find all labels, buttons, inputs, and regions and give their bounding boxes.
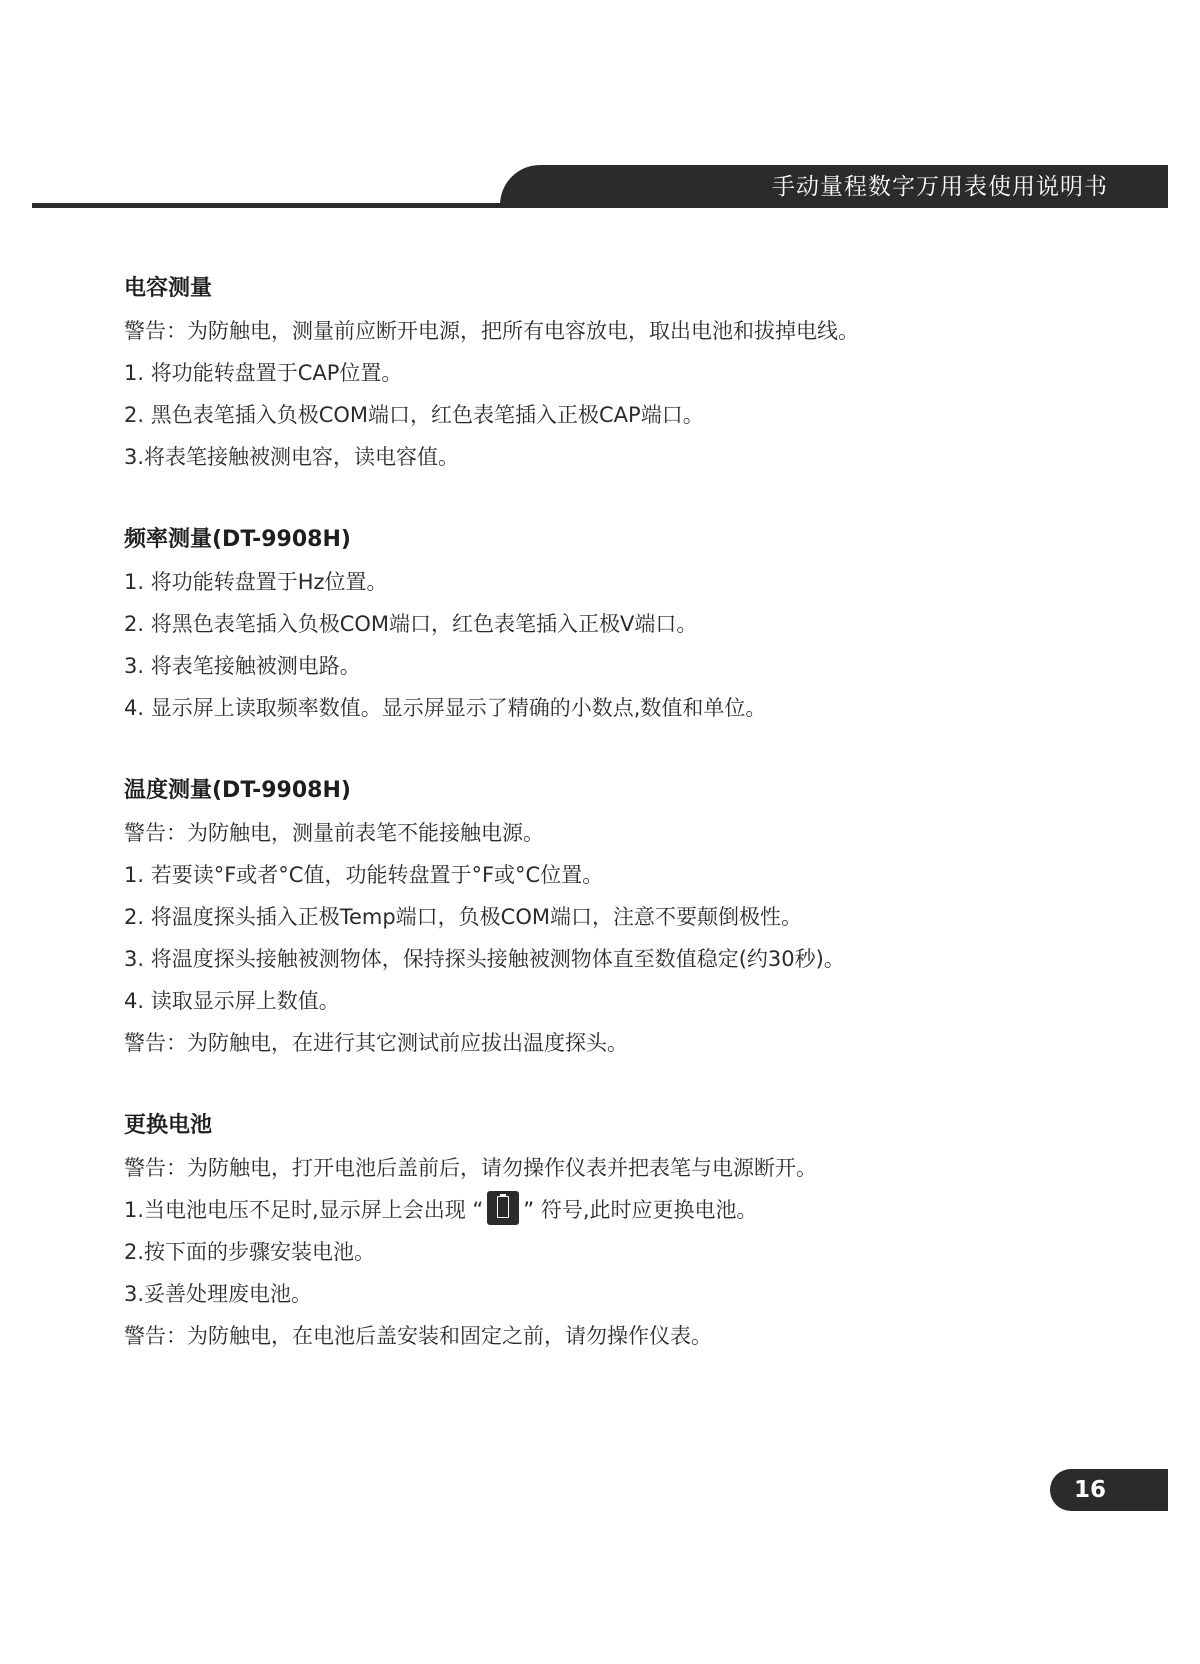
section-title: 温度测量(DT-9908H) bbox=[124, 778, 351, 803]
section-title: 更换电池 bbox=[124, 1113, 213, 1138]
page-number: 16 bbox=[1074, 1477, 1107, 1503]
step-text-with-icon bbox=[124, 1189, 1124, 1231]
step-text: 4. 显示屏上读取频率数值。显示屏显示了精确的小数点,数值和单位。 bbox=[124, 696, 767, 720]
warning-text: 警告：为防触电，测量前应断开电源，把所有电容放电，取出电池和拔掉电线。 bbox=[124, 319, 859, 343]
warning-text: 警告：为防触电，在电池后盖安装和固定之前，请勿操作仪表。 bbox=[124, 1324, 712, 1348]
main-content bbox=[124, 268, 1124, 1398]
warning-text: 警告：为防触电，测量前表笔不能接触电源。 bbox=[124, 821, 544, 845]
step-text: 3. 将温度探头接触被测物体，保持探头接触被测物体直至数值稳定(约30秒)。 bbox=[124, 947, 845, 971]
step-text: 3.将表笔接触被测电容，读电容值。 bbox=[124, 445, 460, 469]
step-text-after-icon: ” 符号,此时应更换电池。 bbox=[523, 1198, 758, 1222]
step-text-before-icon: 1.当电池电压不足时,显示屏上会出现 “ bbox=[124, 1198, 484, 1222]
section-title: 电容测量 bbox=[124, 276, 213, 301]
warning-text: 警告：为防触电，打开电池后盖前后，请勿操作仪表并把表笔与电源断开。 bbox=[124, 1156, 817, 1180]
step-text: 2. 将温度探头插入正极Temp端口，负极COM端口，注意不要颠倒极性。 bbox=[124, 905, 802, 929]
page-number-tab bbox=[1050, 1469, 1168, 1511]
section-title: 频率测量(DT-9908H) bbox=[124, 527, 351, 552]
step-text: 2. 将黑色表笔插入负极COM端口，红色表笔插入正极V端口。 bbox=[124, 612, 698, 636]
warning-text: 警告：为防触电，在进行其它测试前应拔出温度探头。 bbox=[124, 1031, 628, 1055]
step-text: 1. 若要读°F或者°C值，功能转盘置于°F或°C位置。 bbox=[124, 863, 604, 887]
step-text: 2.按下面的步骤安装电池。 bbox=[124, 1240, 376, 1264]
section-capacitance bbox=[124, 268, 1124, 478]
section-temperature bbox=[124, 770, 1124, 1064]
step-text: 3.妥善处理废电池。 bbox=[124, 1282, 313, 1306]
low-battery-icon bbox=[487, 1191, 519, 1225]
step-text: 4. 读取显示屏上数值。 bbox=[124, 989, 340, 1013]
header-tab bbox=[500, 165, 1168, 208]
section-frequency bbox=[124, 519, 1124, 729]
document-title: 手动量程数字万用表使用说明书 bbox=[772, 174, 1108, 200]
step-text: 1. 将功能转盘置于CAP位置。 bbox=[124, 361, 403, 385]
step-text: 3. 将表笔接触被测电路。 bbox=[124, 654, 361, 678]
step-text: 2. 黑色表笔插入负极COM端口，红色表笔插入正极CAP端口。 bbox=[124, 403, 704, 427]
step-text: 1. 将功能转盘置于Hz位置。 bbox=[124, 570, 388, 594]
section-battery-replacement bbox=[124, 1105, 1124, 1357]
